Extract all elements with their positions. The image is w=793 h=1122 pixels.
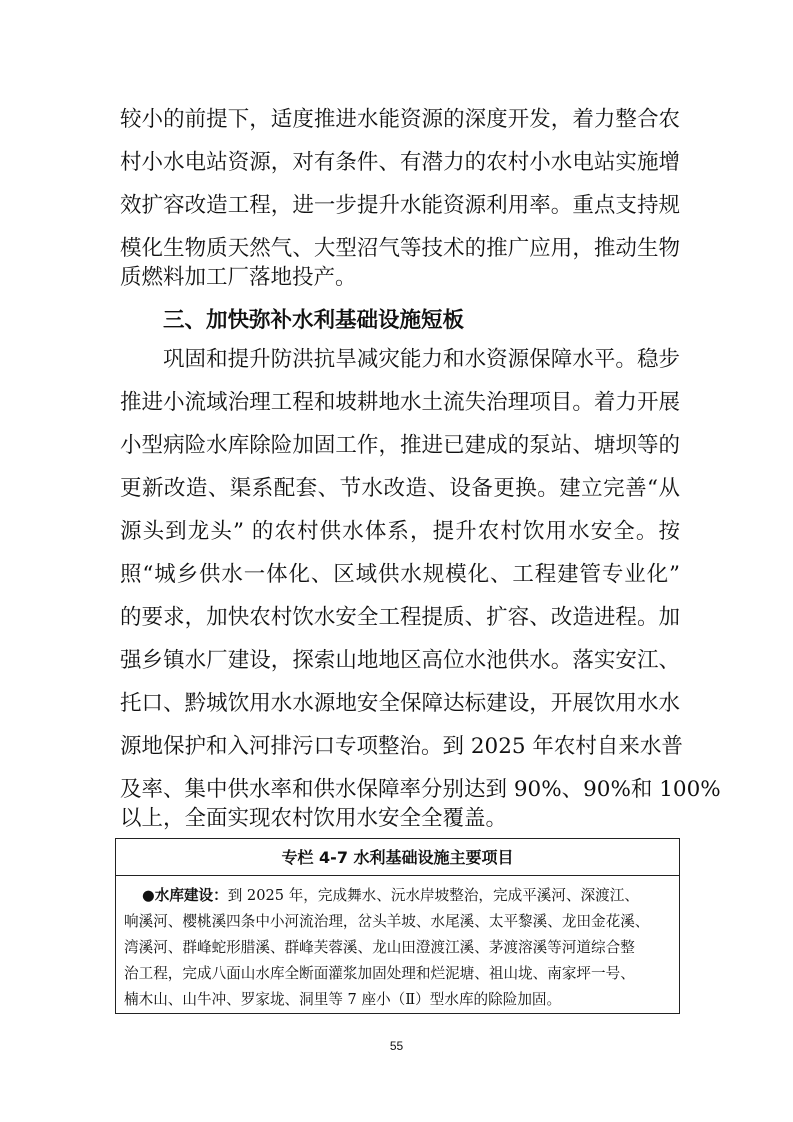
text-line: 巩固和提升防洪抗旱减灾能力和水资源保障水平。稳步 <box>163 347 680 372</box>
section-heading: 三、加快弥补水利基础设施短板 <box>163 308 465 333</box>
box-line: 楠木山、山牛冲、罗家垅、洞里等 7 座小（Ⅱ）型水库的除险加固。 <box>124 991 562 1008</box>
text-line: 效扩容改造工程，进一步提升水能资源利用率。重点支持规 <box>120 193 680 218</box>
box-line <box>142 883 671 909</box>
text-line: 以上，全面实现农村饮用水安全全覆盖。 <box>120 806 508 831</box>
text-line: 模化生物质天然气、大型沼气等技术的推广应用，推动生物 <box>120 236 680 261</box>
text-line: 源头到龙头” 的农村供水体系，提升农村饮用水安全。按 <box>120 519 680 544</box>
bullet-label: ●水库建设： <box>142 887 228 904</box>
box-line: 响溪河、樱桃溪四条中小河流治理，岔头羊坡、水尾溪、太平黎溪、龙田金花溪、 <box>124 913 650 930</box>
text-line: 照“城乡供水一体化、区域供水规模化、工程建管专业化” <box>120 562 680 587</box>
text-line: 村小水电站资源，对有条件、有潜力的农村小水电站实施增 <box>120 150 680 175</box>
text-line: 小型病险水库除险加固工作，推进已建成的泵站、塘坝等的 <box>120 433 680 458</box>
text-line: 较小的前提下，适度推进水能资源的深度开发，着力整合农 <box>120 107 680 132</box>
text-line: 更新改造、渠系配套、节水改造、设备更换。建立完善“从 <box>120 476 680 501</box>
text-line: 源地保护和入河排污口专项整治。到 2025 年农村自来水普 <box>120 734 683 759</box>
text-line: 的要求，加快农村饮水安全工程提质、扩容、改造进程。加 <box>120 605 680 630</box>
text-line: 托口、黔城饮用水水源地安全保障达标建设，开展饮用水水 <box>120 691 680 716</box>
text-line: 强乡镇水厂建设，探索山地地区高位水池供水。落实安江、 <box>120 648 680 673</box>
box-line: 湾溪河、群峰蛇形腊溪、群峰芙蓉溪、龙山田澄渡江溪、茅渡溶溪等河道综合整 <box>124 939 635 956</box>
page-number: 55 <box>389 1039 404 1053</box>
text-line: 推进小流域治理工程和坡耕地水土流失治理项目。着力开展 <box>120 390 680 415</box>
box-line-text: 到 2025 年，完成舞水、沅水岸坡整治，完成平溪河、深渡江、 <box>227 887 639 904</box>
project-box <box>115 838 680 1014</box>
text-line: 及率、集中供水率和供水保障率分别达到 90%、90%和 100% <box>120 777 721 802</box>
box-title: 专栏 4-7 水利基础设施主要项目 <box>116 839 679 876</box>
text-line: 质燃料加工厂落地投产。 <box>120 265 357 290</box>
box-line: 治工程，完成八面山水库全断面灌浆加固处理和烂泥塘、祖山垅、南家坪一号、 <box>124 965 635 982</box>
